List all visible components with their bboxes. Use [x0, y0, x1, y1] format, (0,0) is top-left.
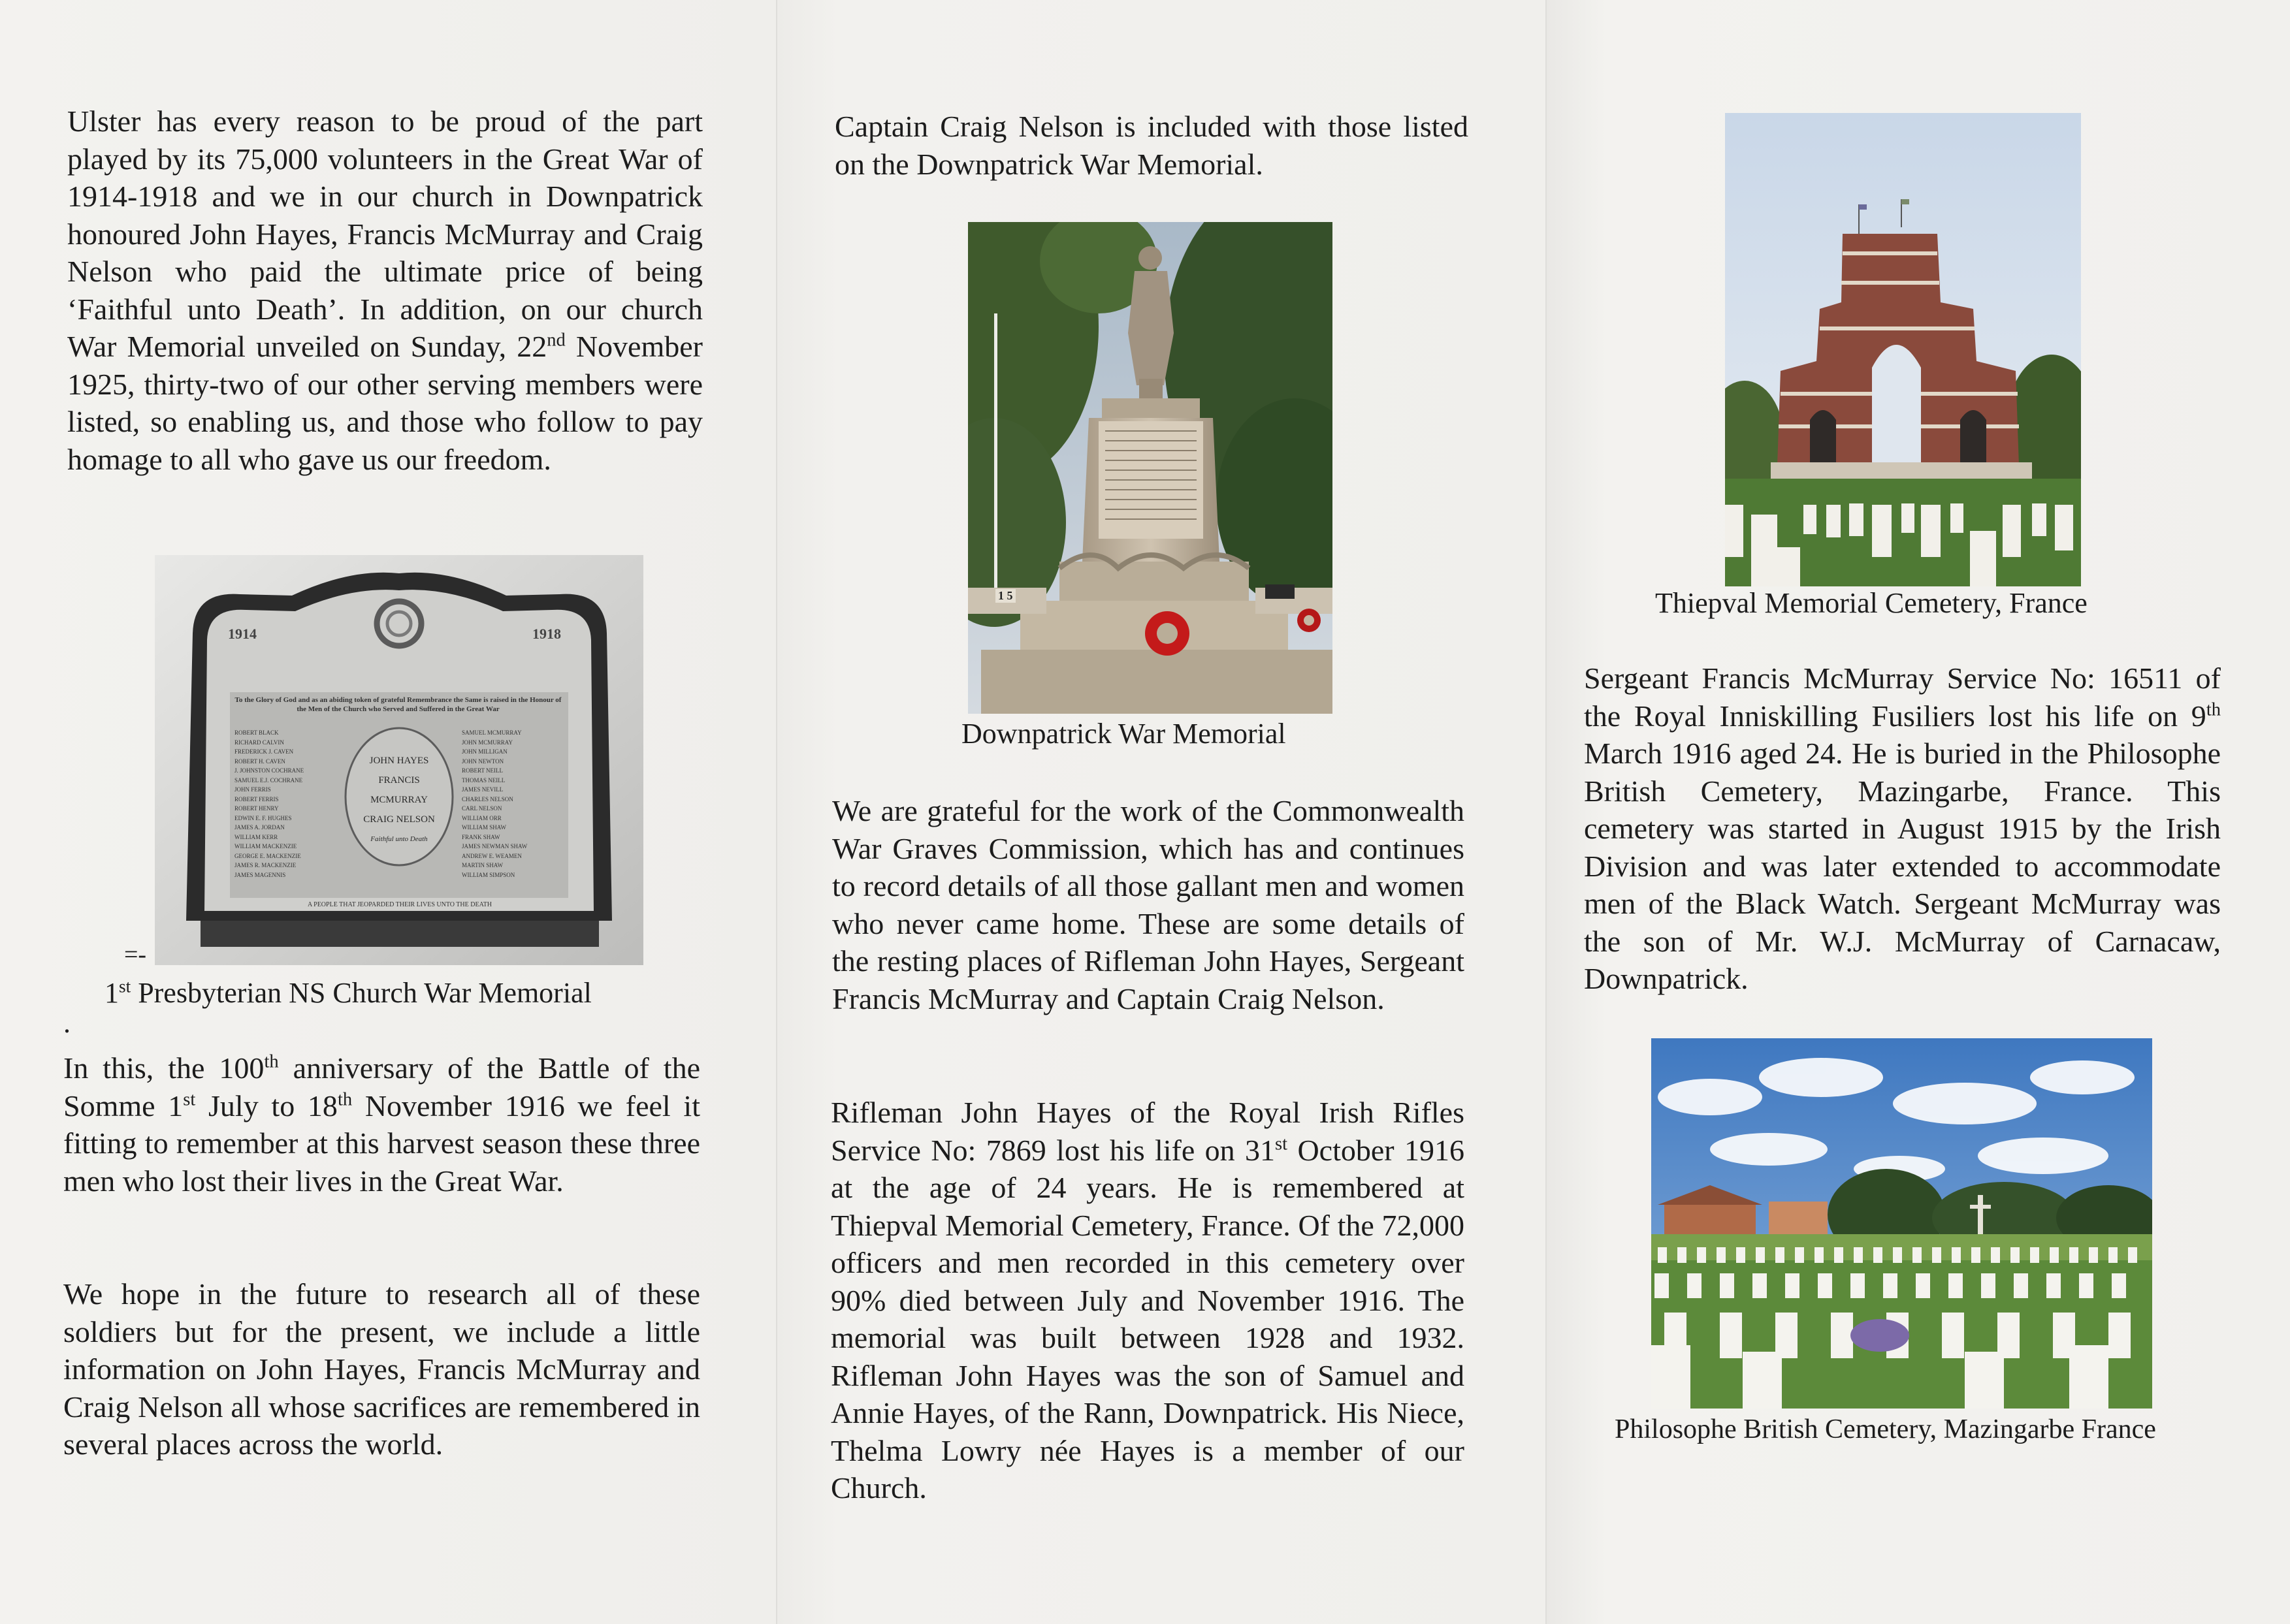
middle-panel — [777, 0, 1547, 1624]
stray-dot: . — [63, 1007, 71, 1039]
right-panel — [1547, 0, 2290, 1624]
plaque-year-left: 1914 — [228, 626, 257, 642]
memorial-plinth-number: 1 5 — [995, 589, 1016, 603]
downpatrick-memorial-photo — [968, 222, 1332, 714]
plaque-year-right: 1918 — [532, 626, 561, 642]
downpatrick-memorial-caption: Downpatrick War Memorial — [961, 718, 1286, 750]
thiepval-caption: Thiepval Memorial Cemetery, France — [1655, 587, 2088, 619]
left-panel — [0, 0, 777, 1624]
plaque-names-left: ROBERT BLACK RICHARD CALVIN FREDERICK J. CAVEN ROBERT H. CAVEN J. JOHNSTON COCHRANE SAMUEL E.J. COCHRANE JOHN FERRIS ROBERT FERRIS ROBERT HENRY EDWIN E. F. HUGHES JAMES A. JORDAN WILLIAM KERR WILLIAM MACKENZIE GEORGE E. MACKENZIE JAMES R. MACKENZIE JAMES MAGENNIS — [234, 729, 304, 878]
plaque-names-center: JOHN HAYES FRANCIS MCMURRAY CRAIG NELSON Faithful unto Death — [363, 756, 435, 843]
mcmurray-paragraph: Sergeant Francis McMurray Service No: 16511 of the Royal Inniskilling Fusiliers lost his life on 9th March 1916 aged 24. He is buried in the Philosophe British Cemetery, Mazingarbe, France. This cemetery was started in August 1915 by the Irish Division and was later extended to accommodate men of the Black Watch. Sergeant McMurray was the son of Mr. W.J. McMurray of Carnacaw, Downpatrick. — [1584, 661, 2221, 995]
nelson-paragraph: Captain Craig Nelson is included with those listed on the Downpatrick War Memorial. — [835, 110, 1468, 181]
somme-paragraph: In this, the 100th anniversary of the Battle of the Somme 1st July to 18th November 1916 we feel it fitting to remember at this harvest season these three men who lost their lives in the Great War. — [63, 1051, 700, 1198]
philosophe-caption: Philosophe British Cemetery, Mazingarbe France — [1615, 1414, 2156, 1444]
margin-mark: =- — [124, 941, 147, 968]
cwgc-paragraph: We are grateful for the work of the Commonwealth War Graves Commission, which has and continues to record details of all those gallant men and women who never came home. These are some details of the resting places of Rifleman John Hayes, Sergeant Francis McMurray and Captain Craig Nelson. — [832, 794, 1464, 1015]
hope-paragraph: We hope in the future to research all of these soldiers but for the present, we include a little information on John Hayes, Francis McMurray and Craig Nelson all whose sacrifices are remembered in several places across the world. — [63, 1277, 700, 1461]
intro-paragraph: Ulster has every reason to be proud of the part played by its 75,000 volunteers in the Great War of 1914-1918 and we in our church in Downpatrick honoured John Hayes, Francis McMurray and Craig Nelson who paid the ultimate price of being ‘Faithful unto Death’. In addition, on our church War Memorial unveiled on Sunday, 22nd November 1925, thirty-two of our other serving members were listed, so enabling us, and those who follow to pay homage to all who gave us our freedom. — [67, 104, 703, 476]
philosophe-cemetery-photo — [1651, 1038, 2152, 1409]
hayes-paragraph: Rifleman John Hayes of the Royal Irish Rifles Service No: 7869 lost his life on 31st October 1916 at the age of 24 years. He is remembered at Thiepval Memorial Cemetery, France. Of the 72,000 officers and men recorded in this cemetery over 90% died between July and November 1916. The memorial was built between 1928 and 1932. Rifleman John Hayes was the son of Samuel and Annie Hayes, of the Rann, Downpatrick. His Niece, Thelma Lowry née Hayes is a member of our Church. — [831, 1096, 1464, 1505]
plaque-inscription: To the Glory of God and as an abiding token of grateful Remembrance the Same is raised in the Honour of the Men of the Church who Served and Suffered in the Great War — [234, 696, 562, 713]
plaque-names-right: SAMUEL MCMURRAY JOHN MCMURRAY JOHN MILLIGAN JOHN NEWTON ROBERT NEILL THOMAS NEILL JAMES NEVILL CHARLES NELSON CARL NELSON WILLIAM ORR WILLIAM SHAW FRANK SHAW JAMES NEWMAN SHAW ANDREW E. WEAMEN MARTIN SHAW WILLIAM SIMPSON — [462, 729, 528, 878]
thiepval-memorial-photo — [1725, 113, 2081, 586]
plaque-footer: A PEOPLE THAT JEOPARDED THEIR LIVES UNTO THE DEATH — [307, 901, 492, 908]
church-war-memorial-photo — [155, 555, 643, 965]
church-memorial-caption: 1st Presbyterian NS Church War Memorial — [105, 976, 592, 1009]
